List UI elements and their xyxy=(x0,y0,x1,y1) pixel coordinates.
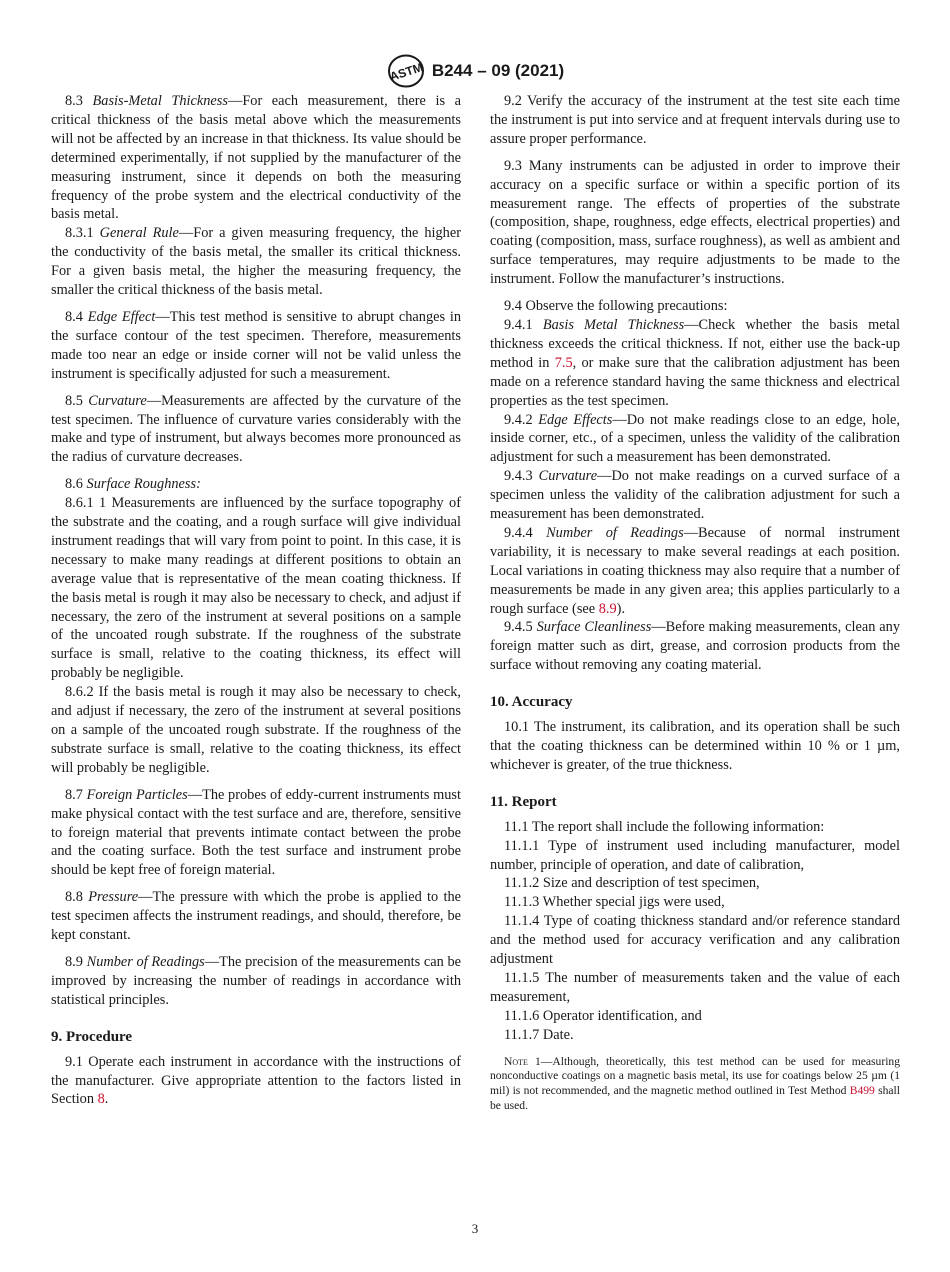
section-11-1-4: 11.1.4 Type of coating thickness standard and/or reference standard and the method used for accuracy verification and any calibration adjustment xyxy=(490,913,900,968)
section-9-2: 9.2 Verify the accuracy of the instrument at the test site each time the instrument is put into service and at frequent intervals during use to assure proper performance. xyxy=(490,93,900,147)
section-11-1-7: 11.1.7 Date. xyxy=(504,1026,574,1043)
section-9-3: 9.3 Many instruments can be adjusted in order to improve their accuracy on a specific surface or within a specific portion of its measurement range. The effects of properties of the substrate (composition, shape, roughness, edge effects, electrical properties) and coating (composition, mass, surface roughness), as well as ambient and surface temperatures, may require adjustments to be made to the instrument. Follow the manufacturer’s instructions. xyxy=(490,157,900,288)
section-11-1: 11.1 The report shall include the following information: xyxy=(504,818,825,835)
heading-accuracy: 10. Accuracy xyxy=(490,694,573,711)
section-11-1-2: 11.1.2 Size and description of test specimen, xyxy=(504,875,760,892)
left-column xyxy=(51,92,461,1109)
section-11-1-1: 11.1.1 Type of instrument used including manufacturer, model number, principle of operation, and date of calibration, xyxy=(490,837,900,873)
standard-designation: B244 – 09 (2021) xyxy=(431,61,565,80)
section-9-4-3: 9.4.3 Curvature—Do not make readings on a curved surface of a specimen unless the validity of the calibration adjustment for such a measurement has been demonstrated. xyxy=(490,468,900,523)
link-7-5[interactable]: 7.5 xyxy=(554,354,573,371)
section-9-4-1: 9.4.1 Basis Metal Thickness—Check whether the basis metal thickness exceeds the critical thickness. If not, either use the back-up method in 7.5, or make sure that the calibration adjustment has been made on a reference standard having the same thickness and electrical properties as the test specimen. xyxy=(490,316,900,409)
section-8-4: 8.4 Edge Effect—This test method is sensitive to abrupt changes in the surface contour of the test specimen. Therefore, measurements made too near an edge or inside corner will not be valid unless the instrument is specifically adjusted for such a measurement. xyxy=(51,308,461,382)
section-11-1-6: 11.1.6 Operator identification, and xyxy=(504,1007,702,1024)
section-11-1-3: 11.1.3 Whether special jigs were used, xyxy=(504,894,725,911)
section-9-4: 9.4 Observe the following precautions: xyxy=(504,298,728,315)
link-b499[interactable]: B499 xyxy=(849,1084,875,1098)
heading-procedure: 9. Procedure xyxy=(51,1028,133,1045)
astm-logo-icon xyxy=(386,54,426,88)
section-11-1-5: 11.1.5 The number of measurements taken and the value of each measurement, xyxy=(490,969,900,1005)
svg-text:ASTM: ASTM xyxy=(387,60,425,84)
section-8-8: 8.8 Pressure—The pressure with which the probe is applied to the test specimen affects the instrument readings, and should, therefore, be kept constant. xyxy=(51,889,461,944)
section-9-1: 9.1 Operate each instrument in accordance with the instructions of the manufacturer. Give appropriate attention to the factors listed in Section 8. xyxy=(51,1053,461,1108)
link-8-9[interactable]: 8.9 xyxy=(598,600,617,617)
section-9-4-5: 9.4.5 Surface Cleanliness—Before making measurements, clean any foreign matter such as dirt, grease, and corrosion products from the surface without removing any coating material. xyxy=(490,619,901,674)
section-8-5: 8.5 Curvature—Measurements are affected by the curvature of the test specimen. The influence of curvature varies considerably with the make and type of instrument, but always becomes more pronounced as the radius of curvature decreases. xyxy=(51,392,461,466)
note-1: Note 1—Although, theoretically, this test method can be used for measuring nonconductive coatings on a magnetic basis metal, its use for coatings below 25 µm (1 mil) is not recommended, and the magnetic method outlined in Test Method B499 shall be used. xyxy=(490,1054,901,1112)
section-8-3-1: 8.3.1 General Rule—For a given measuring frequency, the higher the conductivity of the basis metal, the smaller its critical thickness. For a given basis metal, the higher the measuring frequency, the smaller the critical thickness of the basis metal. xyxy=(51,225,461,299)
section-8-6-1: 8.6.1 1 Measurements are influenced by the surface topography of the substrate and the coating, and a rough surface will give individual instrument readings that will vary from point to point. In this case, it is necessary to make many readings at different positions to obtain an average value that is representative of the mean coating thickness. If the basis metal is rough it may also be necessary to check, and adjust if necessary, the zero of the instrument at several positions on a sample of the uncoated rough substrate. If the roughness of the substrate surface is small, relative to the coating thickness, its effect will probably be negligible. xyxy=(51,495,461,682)
section-8-6: 8.6 Surface Roughness: xyxy=(65,476,201,493)
right-column xyxy=(490,92,900,1114)
section-8-9: 8.9 Number of Readings—The precision of the measurements can be improved by increasing the number of readings in accordance with statistical principles. xyxy=(51,953,462,1008)
section-10-1: 10.1 The instrument, its calibration, and its operation shall be such that the coating thickness can be determined within 10 % or 1 µm, whichever is greater, of the true thickness. xyxy=(490,719,900,773)
section-8-6-2: 8.6.2 If the basis metal is rough it may also be necessary to check, and adjust if necessary, the zero of the instrument at several positions on a sample of the uncoated rough substrate. If the roughness of the substrate surface is small, relative to the coating thickness, its effect will probably be negligible. xyxy=(51,684,461,776)
section-9-4-2: 9.4.2 Edge Effects—Do not make readings close to an edge, hole, inside corner, etc., of a specimen, unless the validity of the calibration adjustment for such a measurement has been demonstrated. xyxy=(490,411,901,466)
heading-report: 11. Report xyxy=(490,793,557,810)
page-number: 3 xyxy=(471,1221,479,1236)
section-8-7: 8.7 Foreign Particles—The probes of eddy-current instruments must make physical contact with the test surface and are, therefore, sensitive to foreign material that prevents intimate contact between the probe and the coating surface. Both the test surface and instrument probe should be kept free of foreign material. xyxy=(51,786,461,879)
section-8-3: 8.3 Basis-Metal Thickness—For each measurement, there is a critical thickness of the basis metal above which the measurements will not be affected by an increase in that thickness. Its value should be determined experimentally, if not supplied by the manufacturer of the measuring instrument, since it depends on both the measuring frequency of the probe system and the electrical conductivity of the basis metal. xyxy=(51,93,461,223)
section-9-4-4: 9.4.4 Number of Readings—Because of normal instrument variability, it is necessary to make several readings at each position. Local variations in coating thickness may also require that a number of measurements be made in any given area; this applies particularly to a rough surface (see 8.9). xyxy=(490,524,900,617)
link-section-8[interactable]: 8 xyxy=(97,1091,105,1108)
page-header xyxy=(0,54,950,88)
